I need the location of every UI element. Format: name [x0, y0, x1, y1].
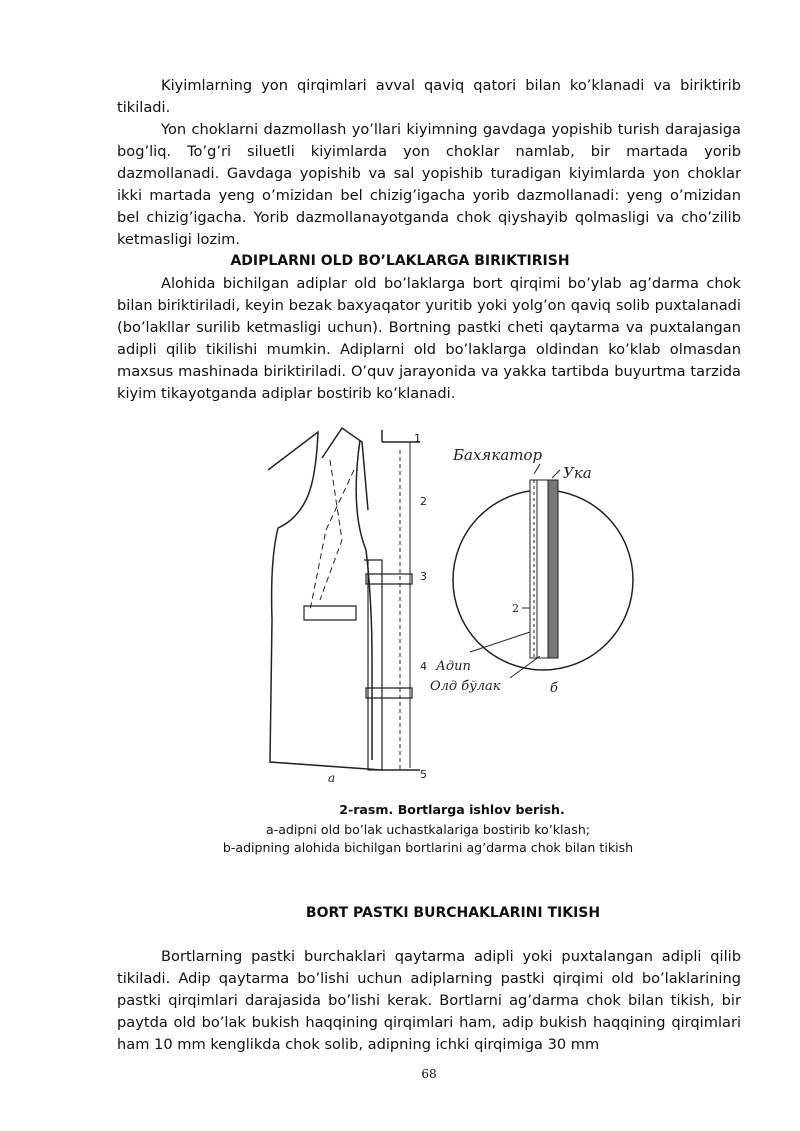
figure-marker-4: 4 [420, 660, 427, 673]
section-heading-bort-corners: BORT PASTKI BURCHAKLARINI TIKISH [305, 905, 601, 921]
figure-caption-title: 2-rasm. Bortlarga ishlov berish. [339, 802, 565, 817]
section-heading-attaching-facings: ADIPLARNI OLD BO’LAKLARGA BIRIKTIRISH [230, 253, 570, 269]
garment-front-drawing [268, 428, 420, 770]
page-number: 68 [421, 1067, 437, 1081]
paragraph-bort-corners: Bortlarning pastki burchaklari qaytarma adipli yoki puxtalangan adipli qilib tikiladi. Adip qaytarma bo’lishi uchun adiplarning pastki qirqimi old bo’laklarining pastki qirqimlari darajasida bo’lishi kerak. Bortlarni ag’darma chok bilan tikish, bir paytda old bo’lak bukish haqqining qirqimlari ham, adip bukish haqqining qirqimlari ham 10 mm kenglikda chok solib, adipning ichki qirqimiga 30 mm [117, 948, 741, 1053]
figure-caption-line-b: b-adipning alohida bichilgan bortlarini ag’darma chok bilan tikish [222, 840, 634, 855]
figure-bort-processing [260, 420, 640, 790]
figure-marker-2: 2 [420, 495, 427, 508]
figure-detail-marker-2: 2 [512, 602, 519, 615]
paragraph-side-seams: Kiyimlarning yon qirqimlari avval qaviq qatori bilan ko’klanadi va biriktirib tikiladi. [117, 77, 741, 116]
paragraph-attaching-facings: Alohida bichilgan adiplar old bo’laklarga bort qirqimi bo’ylab ag’darma chok bilan biriktiriladi, keyin bezak baxyaqator yuritib yoki yolg’on qaviq solib puxtalanadi (bo’lakllar surilib ketmasligi uchun). Bortning pastki cheti qaytarma va puxtalangan adipli qilib tikilishi mumkin. Adiplarni old bo’laklarga oldindan ko’klab olmasdan maxsus mashinada biriktiriladi. O’quv jarayonida va yakka tartibda buyurtma tarzida kiyim tikayotganda adiplar bostirib ko’klanadi. [117, 275, 741, 402]
figure-label-adip: Адип [436, 659, 471, 674]
paragraph-ironing-seams: Yon choklarni dazmollash yo’llari kiyimning gavdaga yopishib turish darajasiga bog’liq. To’g’ri siluetli kiyimlarda yon choklar namlab, bir martada yorib dazmollanadi. Gavdaga yopishib va sal yopishib turadigan kiyimlarda yon choklar ikki martada yeng o’mizidan bel chizig’igacha yorib dazmollanadi: yeng o’mizidan bel chizig’igacha. Yorib dazmollanayotganda chok qiyshayib qolmasligi va cho’zilib ketmasligi lozim. [117, 121, 741, 248]
figure-label-old-bulak: Олд бўлак [430, 679, 501, 694]
figure-caption-line-a: a-adipni old bo’lak uchastkalariga bostirib ko’klash; [265, 822, 591, 837]
figure-marker-5: 5 [420, 768, 427, 781]
figure-label-bakhyakator: Бахякатор [453, 446, 543, 464]
figure-sub-label-b: б [550, 681, 558, 696]
figure-sub-label-a: a [328, 771, 336, 785]
figure-marker-3: 3 [420, 570, 427, 583]
seam-detail-circle-drawing [453, 464, 633, 678]
figure-marker-1: 1 [414, 432, 421, 445]
figure-label-uka: Ука [563, 464, 592, 482]
